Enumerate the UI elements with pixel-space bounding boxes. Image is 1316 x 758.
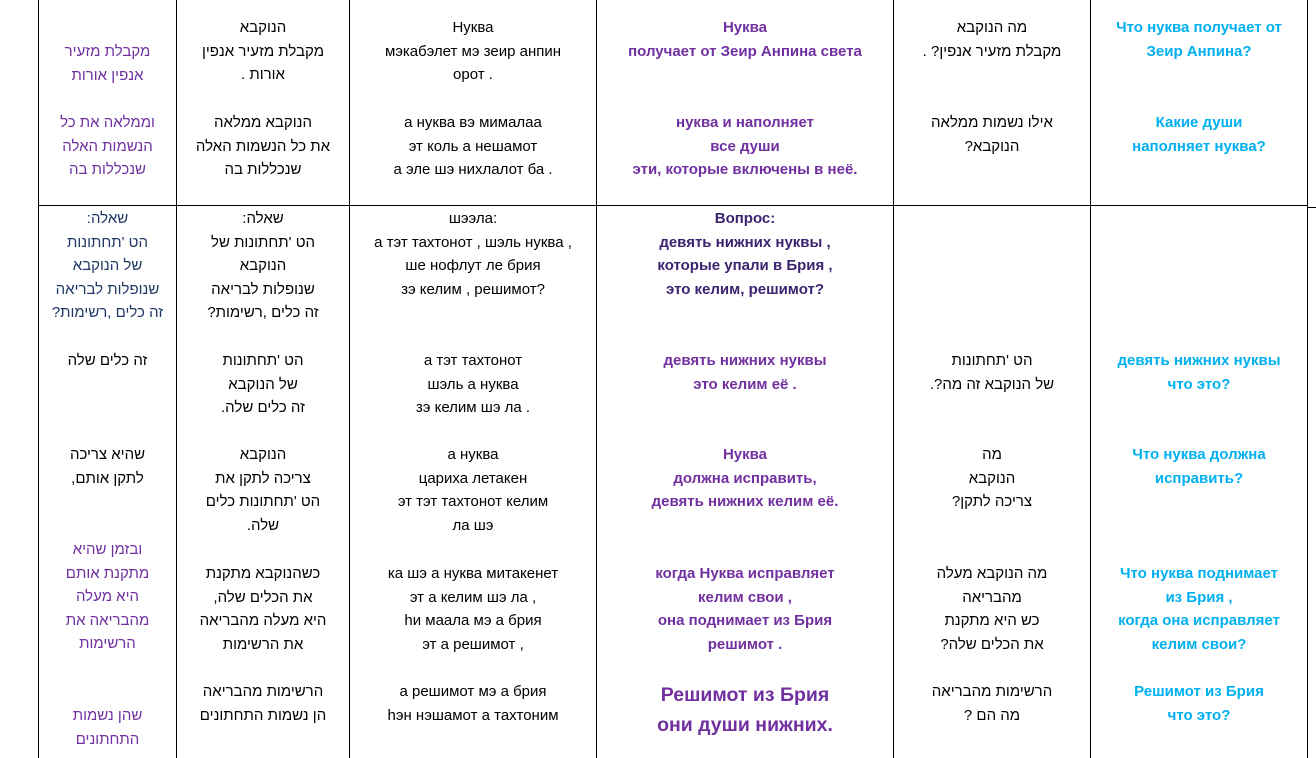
row2-col3-translit-2: а нуква цариха летакен эт тэт тахтонот келим ла шэ — [397, 446, 549, 534]
row1-col1-answer-a: מקבלת מזעיר אנפין אורות — [64, 43, 151, 84]
row2-col1-answer-4: שהן נשמות התחתונים — [72, 707, 143, 748]
row2-col5-question-4: הרשימות מהבריאה מה הם ? — [931, 683, 1053, 724]
row2-col3-translit-4: а решимот мэ а брия hэн нэшамот а тахтоним — [387, 683, 559, 724]
row2-col3-translit-1: а тэт тахтонот шэль а нуква зэ келим шэ ла . — [415, 352, 531, 417]
row2-col2-question: שאלה: הט 'תחתונות של הנוקבא שנופלות לבריאה זה כלים ,רשימות? — [207, 210, 319, 322]
row2-col4-translation-4: Решимот из Брия они души нижних. — [657, 684, 833, 736]
row1-col4-translation-a: Нуква получает от Зеир Анпина света — [628, 19, 862, 60]
row2-col4-question: Вопрос: девять нижних нуквы , которые упали в Брия , это келим, решимот? — [657, 210, 833, 298]
row1-col6-question-b: Какие души наполняет нуква? — [1132, 114, 1266, 155]
row2-col2-answer-4: הרשימות מהבריאה הן נשמות התחתונים — [199, 683, 327, 724]
row1-col3-translit-b: а нуква вэ мималаа эт коль а нешамот а эле шэ нихлалот ба . — [393, 114, 553, 179]
column-divider — [1307, 0, 1308, 758]
row1-col2-answer-b: הנוקבא ממלאה את כל הנשמות האלה שנכללות בה — [195, 114, 331, 179]
row2-col4-translation-3: когда Нуква исправляет келим свои , она поднимает из Брия решимот . — [655, 565, 835, 653]
row2-col6-question-3: Что нуква поднимает из Брия , когда она исправляет келим свои? — [1118, 565, 1280, 653]
row1-col4-translation-b: нуква и наполняет все души эти, которые включены в неё. — [632, 114, 858, 179]
row1-col1-answer-b: וממלאה את כל הנשמות האלה שנכללות בה — [60, 114, 155, 179]
row1-col3-translit-a: Нуква мэкабэлет мэ зеир анпин орот . — [384, 19, 562, 84]
row2-col3-question: шээла: а тэт тахтонот , шэль нуква , ше нофлут ле брия зэ келим , решимот? — [374, 210, 572, 298]
row2-col2-answer-3: כשהנוקבא מתקנת את הכלים שלה, היא מעלה מהבריאה את הרשימות — [199, 565, 327, 653]
row2-col6-question-4: Решимот из Брия что это? — [1134, 683, 1264, 724]
row2-col4-translation-2: Нуква должна исправить, девять нижних келим её. — [651, 446, 839, 511]
row1-col2-answer-a: הנוקבא מקבלת מזעיר אנפין אורות . — [201, 19, 324, 84]
row2-col5-question-3: מה הנוקבא מעלה מהבריאה כש היא מתקנת את הכלים שלה? — [936, 565, 1048, 653]
row2-col6-question-1: девять нижних нуквы что это? — [1117, 352, 1281, 393]
row2-col1-answer-2: שהיא צריכה לתקן אותם, — [69, 446, 146, 487]
row2-col4-translation-1: девять нижних нуквы это келим её . — [663, 352, 827, 393]
row-divider — [38, 205, 1308, 206]
row2-col6-question-2: Что нуква должна исправить? — [1132, 446, 1266, 487]
row2-col2-answer-1: הט 'תחתונות של הנוקבא זה כלים שלה. — [221, 352, 305, 417]
row2-col3-translit-3: ка шэ а нуква митакенет эт а келим шэ ла , hи маала мэ а брия эт а решимот , — [387, 565, 559, 653]
row1-col5-question-a: מה הנוקבא מקבלת מזעיר אנפין? . — [922, 19, 1062, 60]
row1-col6-question-a: Что нуква получает от Зеир Анпина? — [1116, 19, 1282, 60]
row2-col1-question: שאלה: הט 'תחתונות של הנוקבא שנופלות לבריאה זה כלים ,רשימות? — [51, 210, 164, 322]
row2-col1-answer-3: ובזמן שהיא מתקנת אותם היא מעלה מהבריאה את הרשימות — [65, 541, 150, 653]
row2-col1-answer-1: זה כלים שלה — [67, 352, 148, 369]
row2-col5-question-2: מה הנוקבא צריכה לתקן? — [951, 446, 1033, 511]
row-divider — [1307, 207, 1316, 208]
row2-col5-question-1: הט 'תחתונות של הנוקבא זה מה?. — [929, 352, 1055, 393]
row1-col5-question-b: אילו נשמות ממלאה הנוקבא? — [931, 114, 1053, 155]
row2-col2-answer-2: הנוקבא צריכה לתקן את הט 'תחתונות כלים שלה. — [205, 446, 321, 534]
